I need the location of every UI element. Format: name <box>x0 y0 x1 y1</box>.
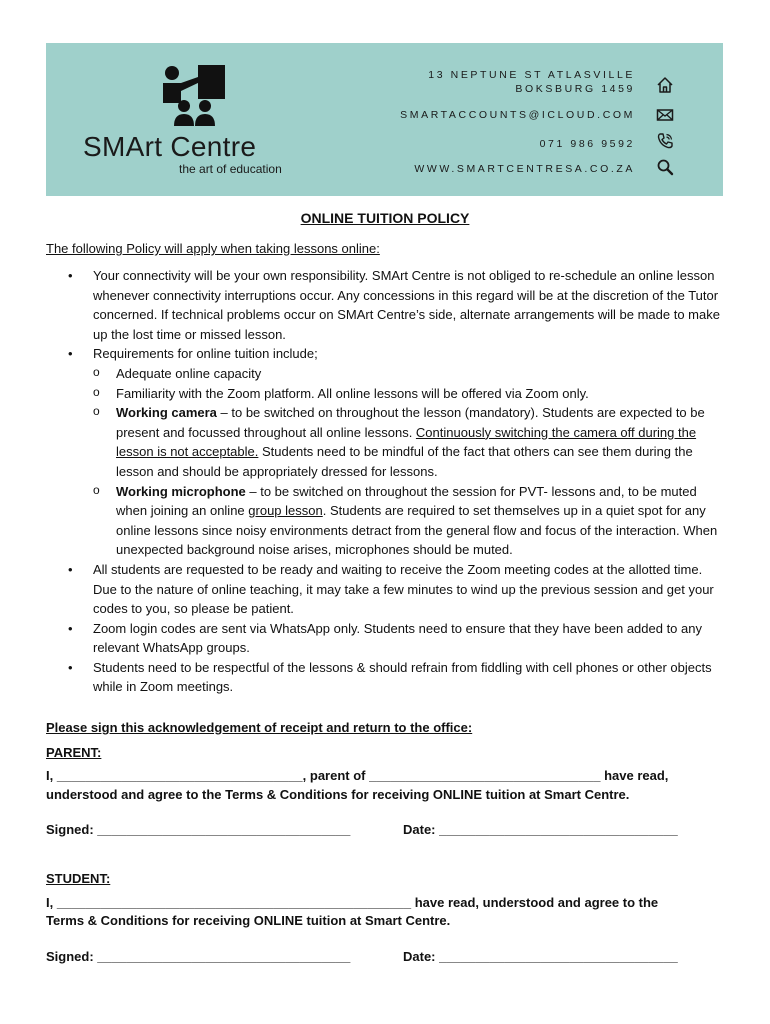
sub-list-item <box>46 403 726 481</box>
tutor-logo-icon <box>160 63 230 129</box>
student-label: STUDENT: <box>46 871 111 886</box>
policy-zoom-codes: Zoom login codes are sent via WhatsApp only. Students need to ensure that they have been added to any relevant WhatsApp groups. <box>93 620 702 656</box>
policy-respect: Students need to be respectful of the lessons & should refrain from fiddling with cell phones or other objects while in Zoom meetings. <box>93 659 712 695</box>
email-text: SMARTACCOUNTS@ICLOUD.COM <box>400 109 635 121</box>
search-icon <box>656 158 674 176</box>
sub-list-item <box>46 384 726 404</box>
logo-name: SMArt Centre <box>83 131 257 162</box>
mail-icon <box>656 106 674 124</box>
requirement-capacity: Adequate online capacity <box>116 365 262 381</box>
student-signature-field[interactable]: Signed: ___________________________________ <box>46 949 351 964</box>
acknowledgement-heading: Please sign this acknowledgement of receipt and return to the office: <box>46 720 473 735</box>
logo-tagline: the art of education <box>179 162 282 176</box>
student-date-field[interactable]: Date: _________________________________ <box>403 949 678 964</box>
requirement-camera-text-2: Students need to be mindful of the fact that others can see them during the lesson and should be appropriately dressed for lessons. <box>116 444 693 479</box>
sub-list-item <box>46 364 726 384</box>
parent-label: PARENT: <box>46 745 102 760</box>
list-item <box>46 619 726 658</box>
policy-readiness: All students are requested to be ready and waiting to receive the Zoom meeting codes at the allotted time. Due to the nature of online teaching, it may take a few minutes to wind up the previous session and get your codes to you, so please be patient. <box>93 561 714 617</box>
parent-declaration-line-1[interactable]: I, __________________________________, parent of ________________________________ have read, <box>46 768 669 783</box>
page-title: ONLINE TUITION POLICY <box>300 210 470 226</box>
parent-declaration-line-2: understood and agree to the Terms & Conditions for receiving ONLINE tuition at Smart Centre. <box>46 787 630 802</box>
requirement-camera-text: – to be switched on throughout the lesson (mandatory). Students are expected to be present and focussed throughout all online lessons. <box>116 405 705 440</box>
address-line-2: BOKSBURG 1459 <box>515 83 635 95</box>
policy-connectivity: Your connectivity will be your own responsibility. SMArt Centre is not obliged to re-schedule an online lesson whenever connectivity interruptions occur. Any concessions in this regard will be at the discretion of the Tutor concerned. If technical problems occur on SMArt Centre’s side, alternate arrangements will be made to make up the lost time or missed lesson. <box>93 268 720 342</box>
parent-signature-field[interactable]: Signed: ___________________________________ <box>46 822 351 837</box>
list-item <box>46 560 726 619</box>
home-icon <box>656 76 674 94</box>
parent-date-field[interactable]: Date: _________________________________ <box>403 822 678 837</box>
sub-list-item <box>46 482 726 560</box>
requirement-mic-text: – to be switched on throughout the session for PVT- lessons and, to be muted when joining an online <box>116 483 697 519</box>
policy-intro: The following Policy will apply when taking lessons online: <box>46 241 380 256</box>
policy-requirements: Requirements for online tuition include; <box>93 346 318 362</box>
list-item <box>46 266 726 344</box>
requirement-zoom: Familiarity with the Zoom platform. All online lessons will be offered via Zoom only. <box>116 385 589 401</box>
requirement-camera-underlined: Continuously switching the camera off during the lesson is not acceptable. <box>116 424 697 460</box>
address-line-1: 13 NEPTUNE ST ATLASVILLE <box>428 69 635 81</box>
list-item <box>46 344 726 364</box>
requirement-mic-text-2: . Students are required to set themselves up in a quiet spot for any online lessons since noisy environments detract from the general flow and focus of the interaction. When unexpected background noise arises, microphones should be muted. <box>116 503 718 558</box>
list-item <box>46 658 726 697</box>
requirement-camera-label: Working camera <box>116 405 217 421</box>
requirement-mic-underlined: group lesson <box>248 503 323 519</box>
header-banner <box>46 43 723 196</box>
student-declaration-line-1[interactable]: I, _________________________________________________ have read, understood and agree to the <box>46 895 659 910</box>
policy-list <box>46 266 726 697</box>
student-declaration-line-2: Terms & Conditions for receiving ONLINE tuition at Smart Centre. <box>46 913 451 928</box>
website-text: WWW.SMARTCENTRESA.CO.ZA <box>414 163 635 175</box>
phone-icon <box>656 132 674 150</box>
requirement-mic-label: Working microphone <box>116 483 246 499</box>
phone-text: 071 986 9592 <box>539 138 635 150</box>
